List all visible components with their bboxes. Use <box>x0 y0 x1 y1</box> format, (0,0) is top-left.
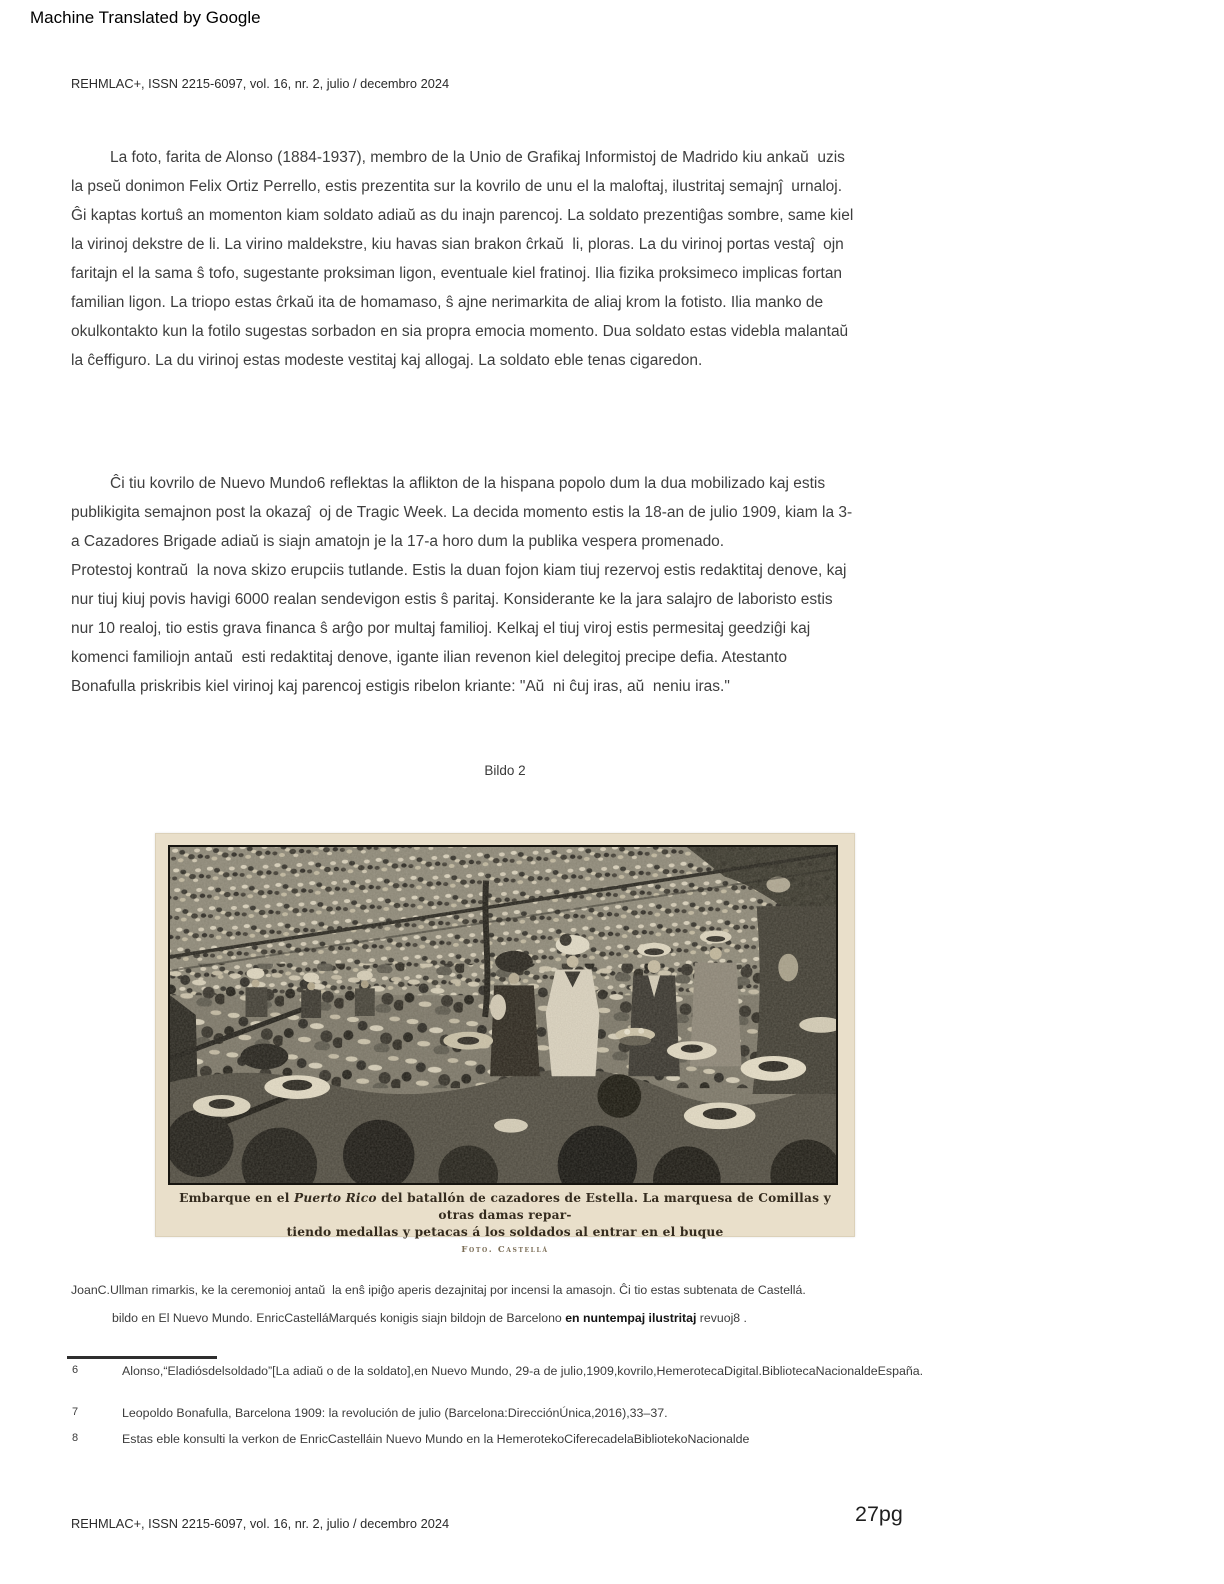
footer-journal-line: REHMLAC+, ISSN 2215-6097, vol. 16, nr. 2, julio / decembro 2024 <box>71 1516 450 1531</box>
paragraph-2-line: Protestoj kontraŭ la nova skizo erupciis tutlande. Estis la duan fojon kiam tiuj rezervoj estis redaktitaj denove, kaj <box>71 562 847 579</box>
footnote-6 <box>72 1364 962 1378</box>
footnote-divider <box>67 1356 217 1359</box>
paragraph-2 <box>71 469 939 701</box>
footnote-8 <box>72 1432 962 1446</box>
note-line2-emphasis: en nuntempaj ilustritaj <box>565 1311 697 1325</box>
footnote-text: Estas eble konsulti la verkon de EnricCastelláin Nuevo Mundo en la HemerotekoCiferecadelaBibliotekoNacionalde <box>122 1432 750 1446</box>
note-line1: JoanC.Ullman rimarkis, ke la ceremonioj antaŭ la enŝ ipiĝo aperis dezajnitaj por incensi la amasojn. Ĉi tio estas subtenata de Castellá. <box>71 1283 806 1297</box>
photo-caption <box>163 1190 847 1259</box>
footer-page-number: 27pg <box>855 1502 903 1526</box>
photo-caption-ship-name: Puerto Rico <box>293 1191 377 1205</box>
footnote-number: 8 <box>72 1432 79 1444</box>
paragraph-1-line: la virinoj dekstre de li. La virino maldekstre, kiu havas sian brakon ĉrkaŭ li, ploras. La du virinoj portas vestaĵ ojn <box>71 236 844 253</box>
paragraph-1-line: Ĝi kaptas kortuŝ an momenton kiam soldato adiaŭ as du inajn parencoj. La soldato prezentiĝas sombre, same kiel <box>71 207 854 224</box>
footnote-number: 6 <box>72 1364 79 1376</box>
paragraph-1-line: faritajn el la sama ŝ tofo, sugestante proksiman ligon, eventuale kiel fratinoj. Ilia fizika proksimeco implicas fortan <box>71 265 843 282</box>
paragraph-1-line: la ĉeffiguro. La du virinoj estas modeste vestitaj kaj allogaj. La soldato eble tenas cigaredon. <box>71 352 703 369</box>
paragraph-2-line: Bonafulla priskribis kiel virinoj kaj parencoj estigis ribelon kriante: "Aŭ ni ĉuj iras, aŭ neniu iras." <box>71 678 730 695</box>
paragraph-1-line: la pseŭ donimon Felix Ortiz Perrello, estis prezentita sur la kovrilo de unu el la maloftaj, ilustritaj semajnĵ urnaloj. <box>71 178 843 195</box>
paragraph-2-line: a Cazadores Brigade adiaŭ is siajn amatojn je la 17-a horo dum la publika vespera promenado. <box>71 533 725 550</box>
crowd-photo-illustration <box>170 847 836 1183</box>
photo-caption-text: Embarque en el <box>179 1191 294 1205</box>
note-line2-text: bildo en El Nuevo Mundo. EnricCastelláMarqués konigis siajn bildojn de Barcelono <box>112 1311 566 1325</box>
paragraph-2-line: publikigita semajnon post la okazaĵ oj de Tragic Week. La decida momento estis la 18-an de julio 1909, kiam la 3- <box>71 504 853 521</box>
figure-photo <box>155 833 855 1255</box>
journal-header: REHMLAC+, ISSN 2215-6097, vol. 16, nr. 2, julio / decembro 2024 <box>71 76 450 91</box>
paragraph-2-line: komenci familiojn antaŭ esti redaktitaj denove, igante ilian revenon kiel delegitoj precipe defia. Atestanto <box>71 649 788 666</box>
paragraph-2-line: nur tiuj kiuj povis havigi 6000 realan sendevigon estis ŝ paritaj. Konsiderante ke la jara salajro de laboristo estis <box>71 591 833 608</box>
crowd-photo <box>168 845 838 1185</box>
paragraph-1-line: La foto, farita de Alonso (1884-1937), membro de la Unio de Grafikaj Informistoj de Madrido kiu ankaŭ uzis <box>110 149 845 166</box>
photo-caption-line2: tiendo medallas y petacas á los soldados al entrar en el buque <box>286 1225 724 1239</box>
photo-caption-line1 <box>163 1190 847 1224</box>
note-line2-text: revuoj8 . <box>696 1311 747 1325</box>
figure-label: Bildo 2 <box>484 763 526 778</box>
footnote-number: 7 <box>72 1406 79 1418</box>
paragraph-2-line: nur 10 realoj, tio estis grava financa ŝ arĝo por multaj familioj. Kelkaj el tiuj viroj estis permesitaj geedziĝi kaj <box>71 620 811 637</box>
paragraph-2-line: Ĉi tiu kovrilo de Nuevo Mundo6 reflektas la aflikton de la hispana popolo dum la dua mobilizado kaj estis <box>110 475 826 492</box>
footnote-text: Leopoldo Bonafulla, Barcelona 1909: la revolución de julio (Barcelona:DirecciónÚnica,2016),33–37. <box>122 1406 668 1420</box>
paragraph-1-line: familian ligon. La triopo estas ĉrkaŭ ita de homamaso, ŝ ajne nerimarkita de aliaj krom la fotisto. Ilia manko de <box>71 294 824 311</box>
photo-caption-text: del batallón de cazadores de Estella. La marquesa de Comillas y otras damas repar- <box>376 1191 831 1222</box>
footnote-7 <box>72 1406 962 1420</box>
machine-translated-label: Machine Translated by Google <box>30 8 261 27</box>
photo-credit: Foto. Castellá <box>461 1245 549 1255</box>
note-line2 <box>112 1311 942 1325</box>
paragraph-1-line: okulkontakto kun la fotilo sugestas sorbadon en sia propra emocia momento. Dua soldato estas videbla malantaŭ <box>71 323 849 340</box>
footnote-text: Alonso,“Eladiósdelsoldado”[La adiaŭ o de la soldato],en Nuevo Mundo, 29-a de julio,1909,kovrilo,HemerotecaDigital.BibliotecaNacionaldeEspaña. <box>122 1364 924 1378</box>
paragraph-1 <box>71 143 939 375</box>
